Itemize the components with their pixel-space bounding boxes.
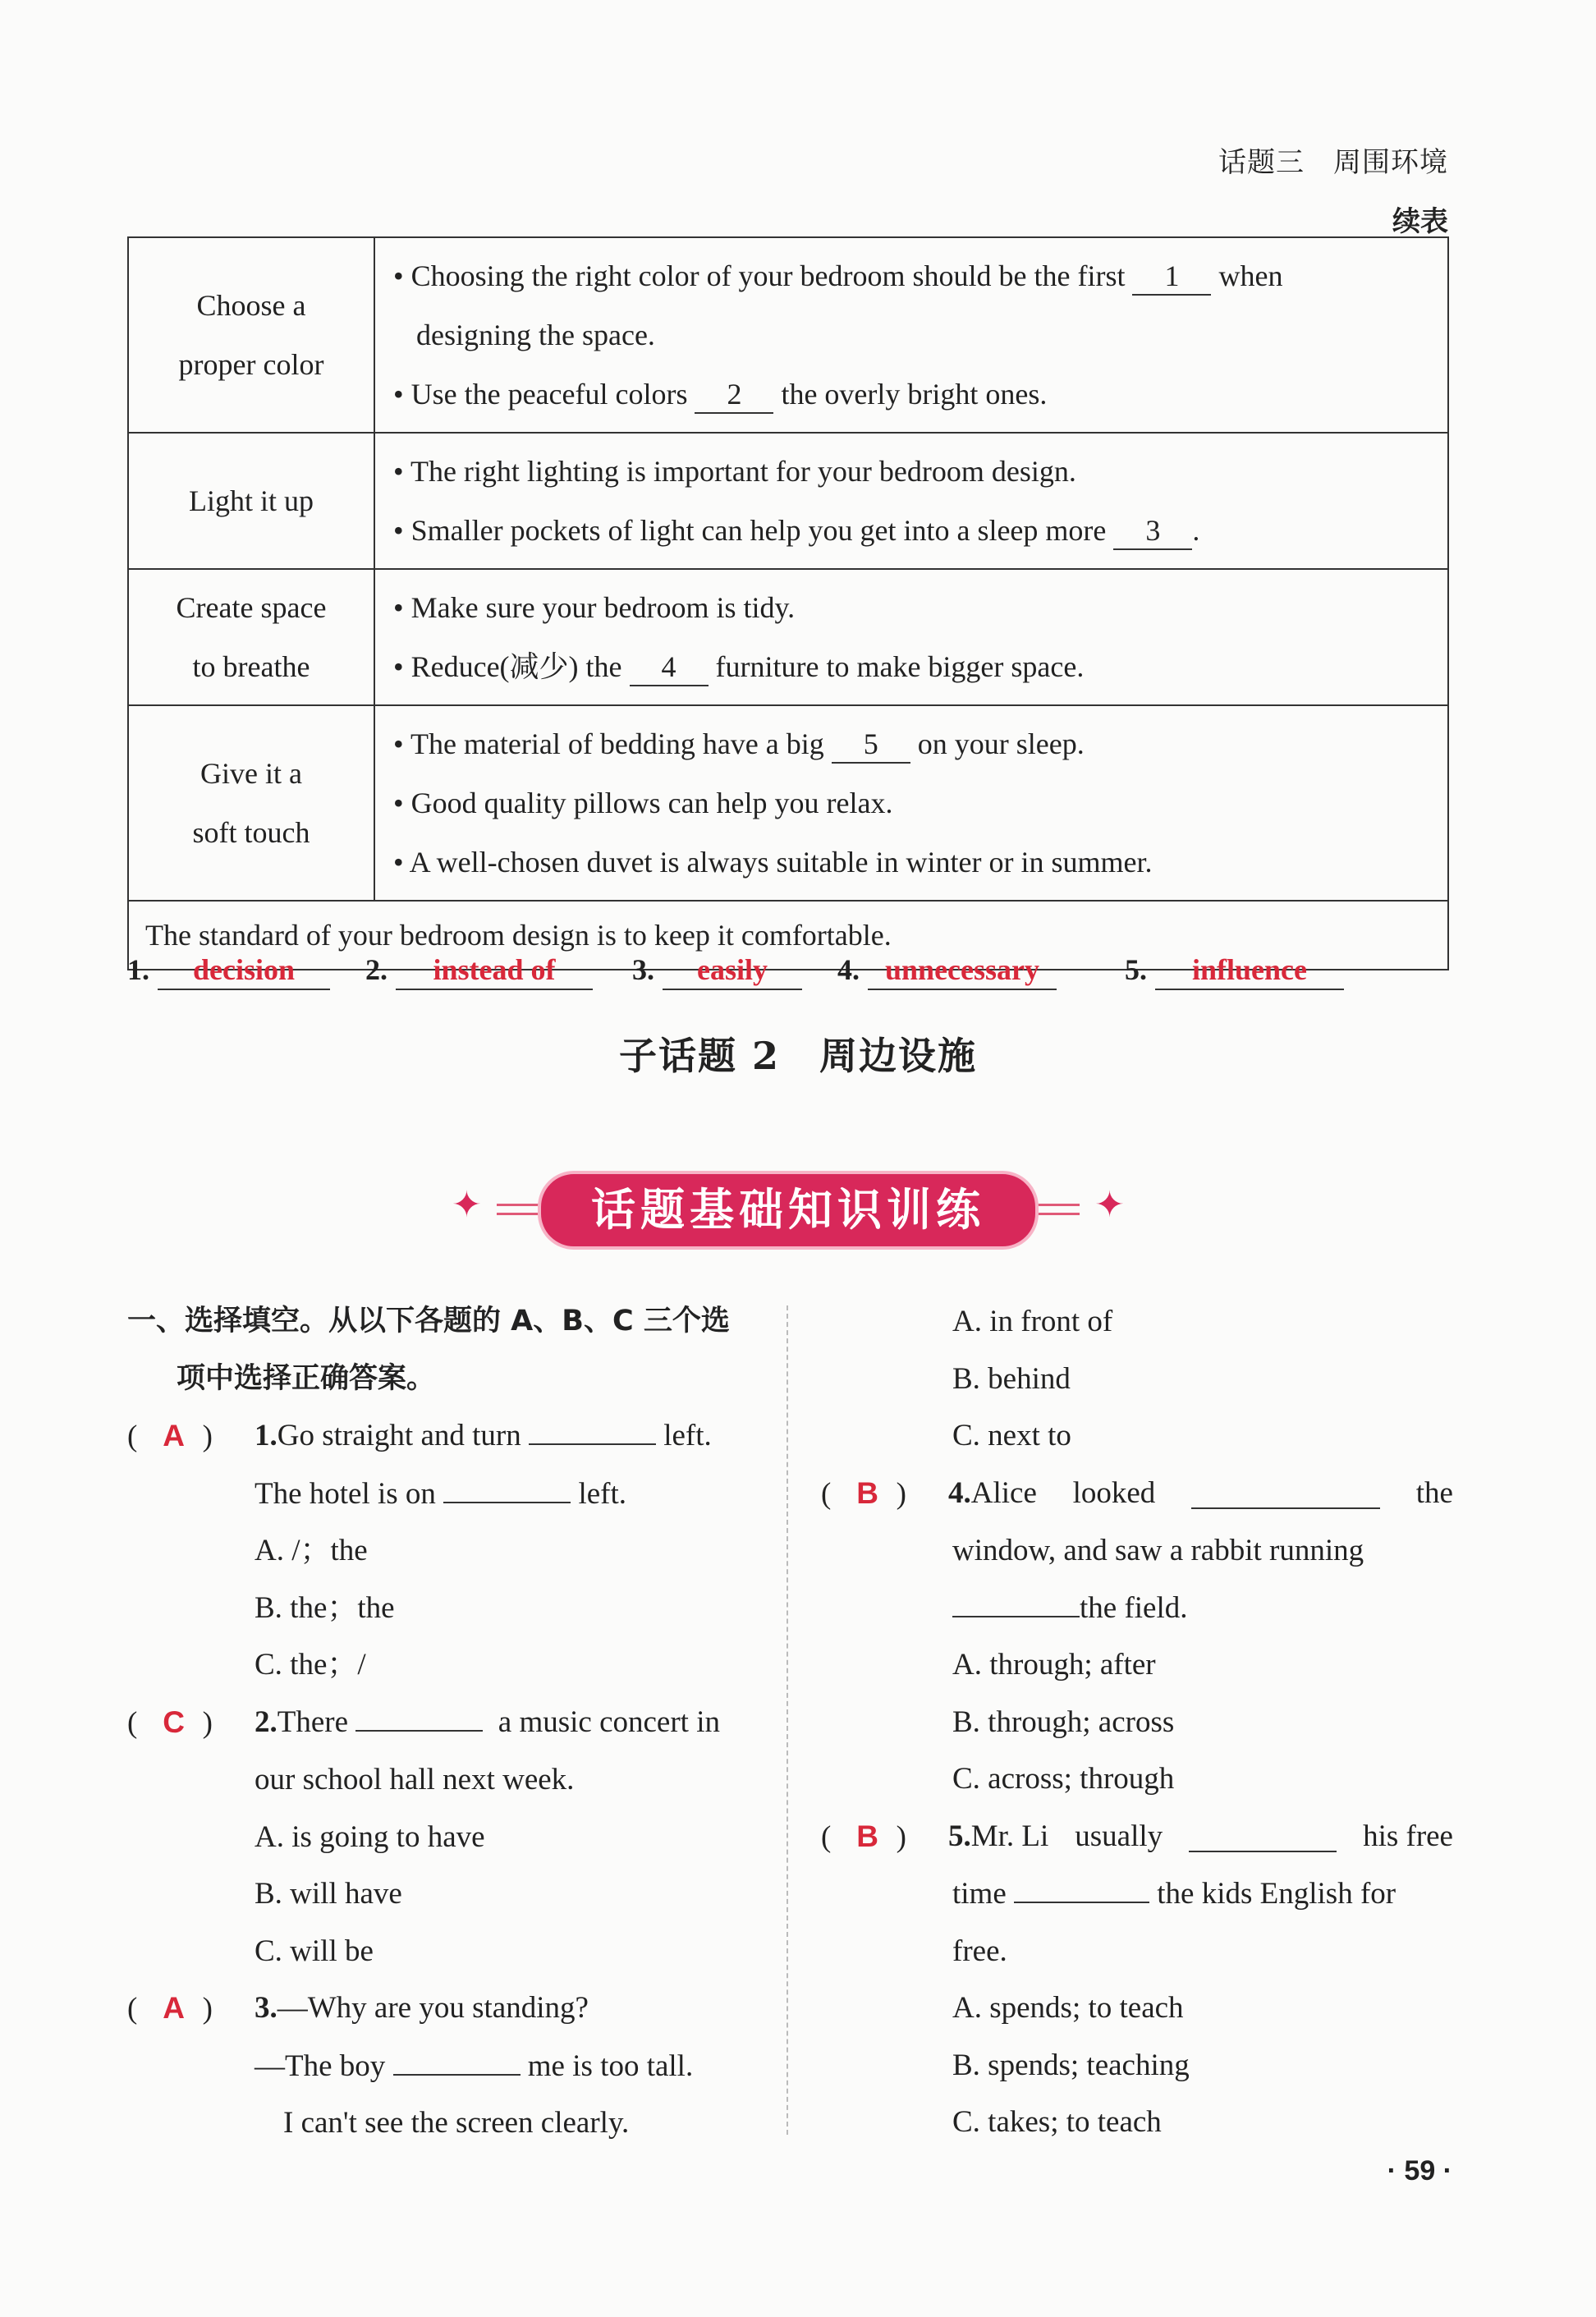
blank-4: 4 (630, 652, 709, 686)
table-row (128, 569, 1448, 705)
question-line: our school hall next week. (255, 1763, 575, 1796)
row-content (374, 705, 1448, 901)
label-line: proper color (178, 348, 324, 381)
option: A. in front of (952, 1305, 1113, 1338)
right-column (821, 1293, 1453, 2151)
label-line: Choose a (196, 289, 306, 322)
table-row (128, 237, 1448, 433)
content-line: designing the space. (416, 319, 655, 351)
content-line: • Use the peaceful colors 2 the overly bright ones. (393, 365, 1436, 424)
question-line: window, and saw a rabbit running (952, 1534, 1364, 1567)
answer-1: 1. decision (127, 952, 330, 990)
option: B. spends; teaching (952, 2048, 1190, 2082)
question-line: time the kids English for (821, 1865, 1453, 1923)
bedroom-design-table (127, 236, 1449, 970)
label-line: soft touch (192, 816, 310, 849)
table-footer: The standard of your bedroom design is to keep it comfortable. (128, 901, 1448, 970)
option: C. next to (952, 1419, 1071, 1452)
option: C. takes; to teach (952, 2105, 1162, 2139)
page-number: · 59 · (1387, 2155, 1452, 2186)
option: A. through; after (952, 1648, 1156, 1682)
answer-2: 2. instead of (365, 952, 593, 990)
question-line: the field. (821, 1580, 1453, 1637)
star-icon: ✦ (1094, 1184, 1125, 1226)
content-line: • Good quality pillows can help you relax. (393, 787, 893, 819)
section-banner (447, 1166, 1129, 1248)
option: A. is going to have (255, 1819, 485, 1854)
row-content (374, 237, 1448, 433)
option: C. the；/ (255, 1648, 366, 1682)
question-2: ( C ) 2.There a music concert in (127, 1694, 768, 1752)
option: B. the；the (255, 1590, 395, 1625)
option: B. behind (952, 1361, 1071, 1396)
label-line: Light it up (189, 484, 314, 517)
label-line: to breathe (192, 650, 310, 683)
question-line: The hotel is on left. (127, 1466, 768, 1523)
option: A. spends; to teach (952, 1991, 1184, 2025)
continued-label: 续表 (1392, 205, 1448, 238)
answer-mark: A (163, 1991, 185, 2025)
row-content (374, 569, 1448, 705)
subtopic-title: 子话题 2 周边设施 (618, 1034, 978, 1078)
answer-mark: B (856, 1475, 878, 1510)
question-5: ( B ) 5.Mr. Li usually his free (821, 1808, 1453, 1866)
row-content (374, 433, 1448, 569)
table-row (128, 705, 1448, 901)
option: B. through; across (952, 1704, 1175, 1739)
topic-header: 话题三 周围环境 (1218, 146, 1448, 179)
question-line: free. (952, 1934, 1007, 1968)
content-line: • The material of bedding have a big 5 on your sleep. (393, 714, 1436, 773)
left-column (127, 1293, 768, 2152)
answer-4: 4. unnecessary (837, 952, 1057, 990)
content-line: • A well-chosen duvet is always suitable in winter or in summer. (393, 846, 1153, 879)
blank-2: 2 (695, 379, 773, 414)
answer-mark: B (856, 1819, 878, 1853)
question-line: I can't see the screen clearly. (283, 2106, 630, 2140)
row-label (128, 237, 374, 433)
answer-mark: A (163, 1419, 185, 1452)
row-label (128, 569, 374, 705)
content-line: • Smaller pockets of light can help you get into a sleep more 3 . (393, 501, 1436, 560)
question-line: —The boy me is too tall. (127, 2038, 768, 2095)
option: C. will be (255, 1934, 374, 1968)
blank-3: 3 (1113, 516, 1192, 550)
row-label (128, 705, 374, 901)
answer-5: 5. influence (1125, 952, 1344, 990)
answer-3: 3. easily (632, 952, 802, 990)
answer-mark: C (163, 1704, 185, 1739)
question-3: ( A ) 3.—Why are you standing? (127, 1980, 768, 2038)
blank-5: 5 (832, 729, 910, 764)
label-line: Create space (176, 591, 327, 624)
blank-1: 1 (1132, 261, 1211, 296)
option: B. will have (255, 1877, 402, 1911)
section-instruction: 一、选择填空。从以下各题的 A、B、C 三个选 项中选择正确答案。 (127, 1305, 730, 1395)
star-icon: ✦ (452, 1184, 482, 1226)
question-4: ( B ) 4.Alice looked the (821, 1465, 1453, 1523)
label-line: Give it a (200, 757, 302, 790)
column-divider (787, 1305, 788, 2135)
table-row (128, 433, 1448, 569)
content-line: • Make sure your bedroom is tidy. (393, 591, 796, 624)
option: C. across; through (952, 1762, 1175, 1796)
content-line: • The right lighting is important for your bedroom design. (393, 455, 1076, 488)
banner-title: 话题基础知识训练 (538, 1171, 1039, 1250)
question-1: ( A ) 1.Go straight and turn left. (127, 1407, 768, 1466)
option: A. /；the (255, 1534, 368, 1567)
row-label (128, 433, 374, 569)
content-line: • Choosing the right color of your bedroom should be the first 1 when (393, 246, 1436, 305)
answer-key (127, 952, 1449, 1002)
content-line: • Reduce(减少) the 4 furniture to make bigger space. (393, 637, 1436, 696)
